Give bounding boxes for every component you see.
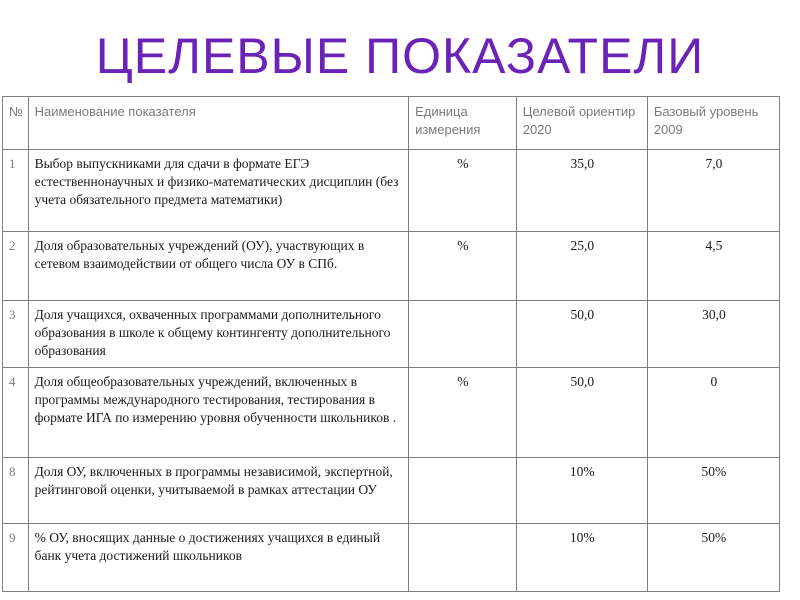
row-target: 50,0	[516, 368, 647, 458]
row-base: 0	[647, 368, 779, 458]
header-target: Целевой ориентир 2020	[516, 97, 647, 150]
table-header-row	[3, 97, 780, 150]
row-name: Доля ОУ, включенных в программы независимой, экспертной, рейтинговой оценки, учитываемой в рамках аттестации ОУ	[28, 458, 409, 524]
row-name: Выбор выпускниками для сдачи в формате ЕГЭ естественнонаучных и физико-математических дисциплин (без учета обязательного предмета математики)	[28, 150, 409, 232]
row-name: Доля образовательных учреждений (ОУ), участвующих в сетевом взаимодействии от общего числа ОУ в СПб.	[28, 232, 409, 301]
row-num: 8	[3, 458, 29, 524]
kpi-table	[2, 96, 780, 592]
row-unit	[409, 301, 517, 368]
row-base: 7,0	[647, 150, 779, 232]
row-name: Доля учащихся, охваченных программами дополнительного образования в школе к общему контингенту дополнительного образования	[28, 301, 409, 368]
table-row	[3, 232, 780, 301]
row-target: 10%	[516, 458, 647, 524]
row-num: 4	[3, 368, 29, 458]
table-row	[3, 458, 780, 524]
slide-title: ЦЕЛЕВЫЕ ПОКАЗАТЕЛИ	[95, 28, 705, 84]
row-name: Доля общеобразовательных учреждений, включенных в программы международного тестирования, тестирования в формате ИГА по измерению уровня обученности школьников .	[28, 368, 409, 458]
row-target: 35,0	[516, 150, 647, 232]
header-unit: Единица измерения	[409, 97, 517, 150]
row-num: 1	[3, 150, 29, 232]
header-num: №	[3, 97, 29, 150]
row-num: 2	[3, 232, 29, 301]
row-unit	[409, 524, 517, 592]
row-num: 3	[3, 301, 29, 368]
row-unit: %	[409, 368, 517, 458]
header-base: Базовый уровень 2009	[647, 97, 779, 150]
row-target: 50,0	[516, 301, 647, 368]
row-base: 4,5	[647, 232, 779, 301]
table-row	[3, 150, 780, 232]
table-row	[3, 524, 780, 592]
row-num: 9	[3, 524, 29, 592]
table-row	[3, 368, 780, 458]
row-name: % ОУ, вносящих данные о достижениях учащихся в единый банк учета достижений школьников	[28, 524, 409, 592]
header-name: Наименование показателя	[28, 97, 409, 150]
row-unit	[409, 458, 517, 524]
row-base: 50%	[647, 524, 779, 592]
row-unit: %	[409, 150, 517, 232]
row-base: 50%	[647, 458, 779, 524]
row-base: 30,0	[647, 301, 779, 368]
row-target: 25,0	[516, 232, 647, 301]
row-unit: %	[409, 232, 517, 301]
table-row	[3, 301, 780, 368]
row-target: 10%	[516, 524, 647, 592]
